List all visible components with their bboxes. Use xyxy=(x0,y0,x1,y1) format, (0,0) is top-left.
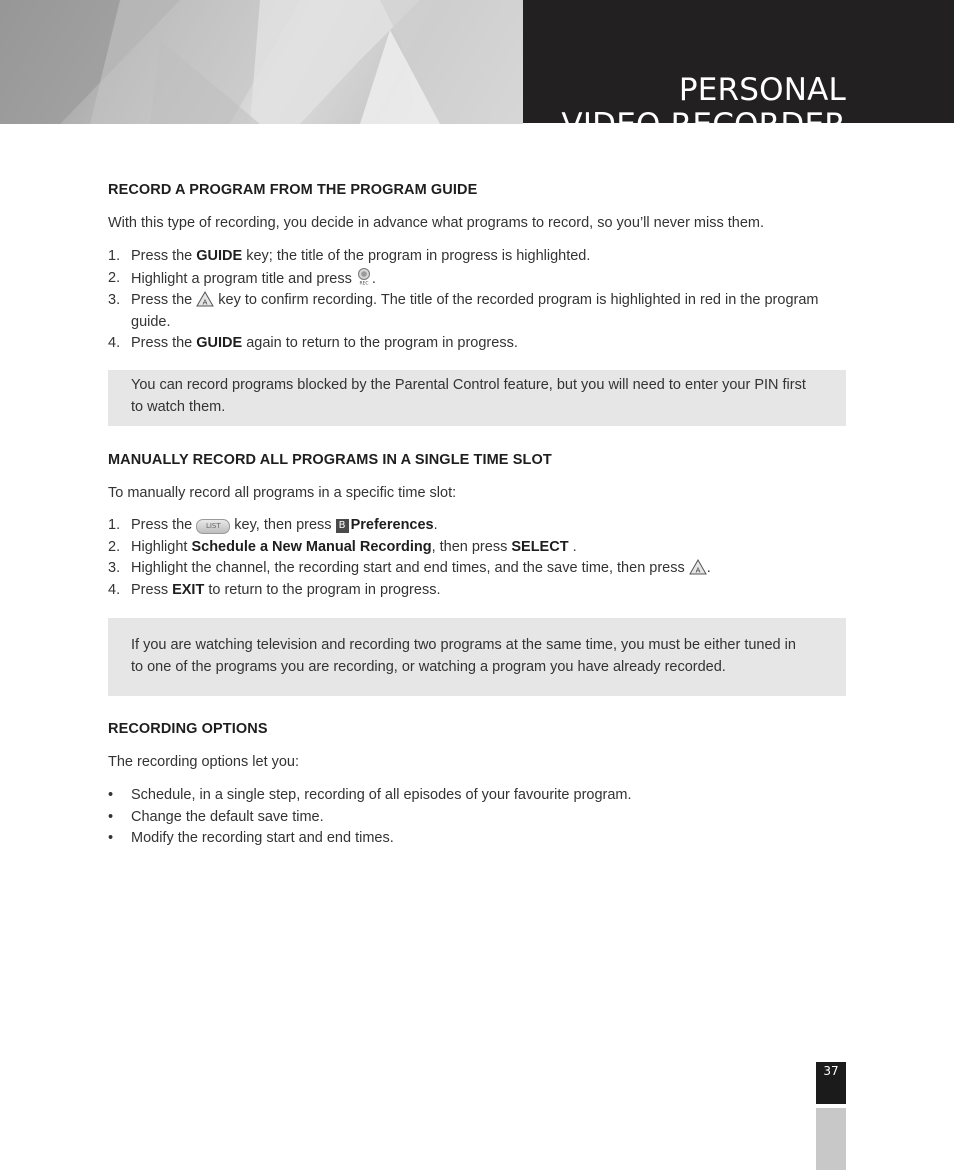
a-key-triangle-icon xyxy=(689,559,707,575)
list-item: • Change the default save time. xyxy=(108,808,324,825)
list-item: 4. Press the GUIDE again to return to the program in progress. xyxy=(108,335,518,351)
page-title xyxy=(561,73,846,143)
section-intro: The recording options let you: xyxy=(108,754,300,770)
rec-label: REC xyxy=(359,281,369,285)
list-item: • Schedule, in a single step, recording of all episodes of your favourite program. xyxy=(108,787,632,803)
note-box xyxy=(108,618,846,696)
list-item: 1. Press the GUIDE key; the title of the program in progress is highlighted. xyxy=(108,248,591,264)
list-item: 4. Press EXIT to return to the program in progress. xyxy=(108,581,441,598)
note-text: If you are watching television and recording two programs at the same time, you must be either tuned in to one of the programs you are recording, or watching a program you have already recorded. xyxy=(131,637,796,675)
section-heading-recording-options: RECORDING OPTIONS xyxy=(108,721,268,737)
section-intro: To manually record all programs in a specific time slot: xyxy=(108,485,457,501)
note-box xyxy=(108,370,846,426)
a-key-triangle-icon xyxy=(196,291,214,307)
title-line-2: VIDEO RECORDER xyxy=(561,106,846,143)
abstract-shapes-graphic xyxy=(0,0,523,124)
page-number: 37 xyxy=(816,1062,846,1104)
a-key-letter: A xyxy=(202,298,208,307)
record-button-icon xyxy=(357,268,371,285)
list-key-icon: LIST xyxy=(196,519,230,534)
list-item: 2. Highlight a program title and press REC . xyxy=(108,269,376,287)
side-tab xyxy=(816,1108,846,1170)
list-item: 1. Press the LIST key, then press B Preferences. xyxy=(108,517,438,533)
list-item: 3. Highlight the channel, the recording start and end times, and the save time, then press A . xyxy=(108,560,711,576)
b-key-icon: B xyxy=(336,519,349,533)
section-intro: With this type of recording, you decide in advance what programs to record, so you’ll never miss them. xyxy=(108,215,765,231)
list-item: • Modify the recording start and end times. xyxy=(108,830,394,846)
steps-list xyxy=(108,515,846,601)
note-text: You can record programs blocked by the Parental Control feature, but you will need to enter your PIN first to watch them. xyxy=(131,377,806,415)
a-key-letter: A xyxy=(695,566,701,575)
steps-list xyxy=(108,246,846,355)
list-item: 3. Press the A key to confirm recording. The title of the recorded program is highlighted in red in the program guide. xyxy=(108,292,819,330)
list-item: 2. Highlight Schedule a New Manual Recording, then press SELECT . xyxy=(108,538,577,555)
header-decorative-image xyxy=(0,0,523,124)
title-line-1: PERSONAL xyxy=(678,71,846,108)
section-heading-program-guide: RECORD A PROGRAM FROM THE PROGRAM GUIDE xyxy=(108,182,478,198)
options-list xyxy=(108,785,846,850)
section-heading-manual-record: MANUALLY RECORD ALL PROGRAMS IN A SINGLE TIME SLOT xyxy=(108,452,552,468)
